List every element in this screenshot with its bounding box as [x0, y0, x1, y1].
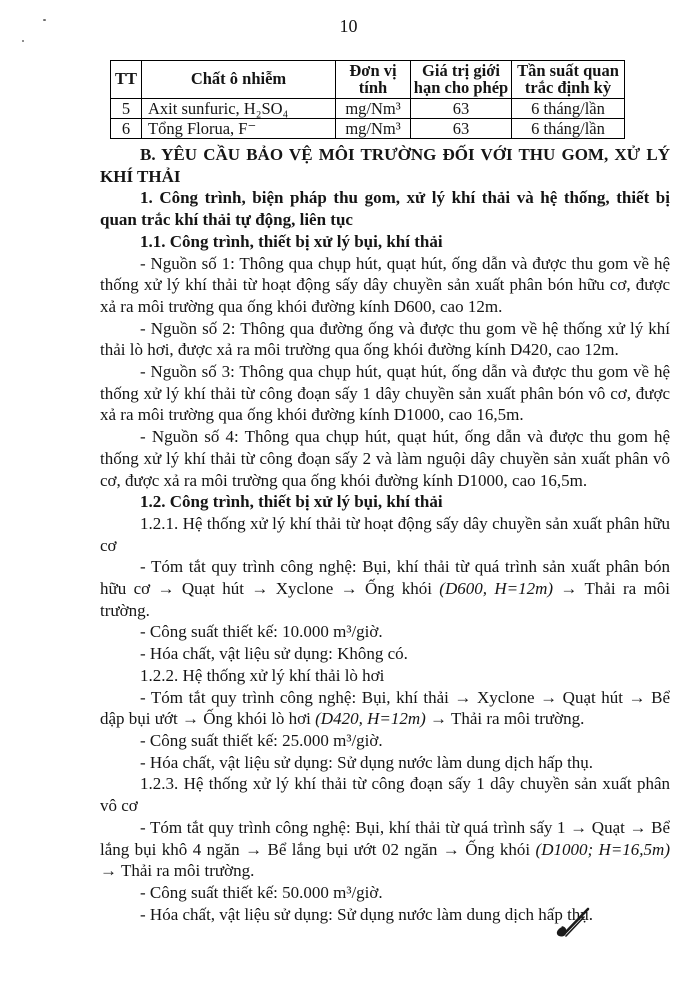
table-cell: Tổng Florua, F⁻	[142, 119, 336, 139]
text-segment: - Hóa chất, vật liệu sử dụng: Không có.	[140, 644, 408, 664]
italic-text-segment: (D600, H=12m)	[439, 579, 554, 599]
text-segment: B. YÊU CẦU BẢO VỆ MÔI TRƯỜNG ĐỐI VỚI THU GOM, XỬ LÝ KHÍ THẢI	[100, 145, 670, 186]
italic-text-segment: (D420, H=12m)	[315, 709, 426, 729]
para-1-2-1	[100, 513, 670, 556]
italic-text-segment: (D1000; H=16,5m)	[535, 839, 670, 859]
text-segment: - Nguồn số 4: Thông qua chụp hút, quạt hút, ống dẫn và được thu gom hệ thống xử lý khí thải từ công đoạn sấy 2 và làm nguội dây chuyền sản xuất phân vô cơ, được xả ra môi trường qua ống khói đường kính D1000, cao 16,5m.	[100, 427, 670, 490]
table-cell: 6 tháng/lần	[512, 99, 625, 119]
para-1-2-2-hoachat	[100, 752, 670, 774]
text-segment: - Nguồn số 1: Thông qua chụp hút, quạt hút, ống dẫn và được thu gom về hệ thống xử lý khí thải từ hoạt động sấy dây chuyền sản xuất phân bón hữu cơ, được xả ra môi trường qua ống khói đường kính D600, cao 12m.	[100, 253, 670, 316]
text-segment: - Hóa chất, vật liệu sử dụng: Sử dụng nước làm dung dịch hấp thụ.	[140, 904, 594, 924]
pollutant-table	[110, 60, 625, 139]
text-segment: - Nguồn số 2: Thông qua đường ống và được thu gom về hệ thống xử lý khí thải lò hơi, được xả ra môi trường qua ống khói đường kính D420, cao 12m.	[100, 318, 670, 360]
text-segment: → Thải ra môi trường.	[100, 861, 255, 881]
heading-1	[100, 187, 670, 230]
heading-b	[100, 144, 670, 187]
text-segment: 1.2.3. Hệ thống xử lý khí thải từ công đoạn sấy 1 dây chuyền sản xuất phân vô cơ	[100, 774, 670, 816]
table-row	[111, 99, 625, 119]
table-row	[111, 119, 625, 139]
para-1-2-1-quytrinh	[100, 556, 670, 621]
para-1-2-3	[100, 773, 670, 816]
text-segment: - Công suất thiết kế: 25.000 m³/giờ.	[140, 730, 383, 750]
table-cell: 5	[111, 99, 142, 119]
para-1-2-1-hoachat	[100, 643, 670, 665]
para-nguon-4	[100, 426, 670, 491]
text-segment: - Công suất thiết kế: 10.000 m³/giờ.	[140, 622, 383, 642]
table-header-cell: TT	[111, 61, 142, 99]
document-body	[0, 139, 697, 925]
text-segment: - Tóm tắt quy trình công nghệ: Bụi, khí thải từ quá trình sản xuất phân bón hữu cơ → Quạt hút → Xyclone → Ống khói	[100, 557, 670, 599]
para-1-2-2	[100, 665, 670, 687]
pollutant-table-wrapper	[110, 60, 697, 139]
para-nguon-1	[100, 253, 670, 318]
pollutant-table-head	[111, 61, 625, 99]
pollutant-table-body	[111, 99, 625, 139]
heading-1-2	[100, 491, 670, 513]
para-1-2-2-quytrinh	[100, 687, 670, 730]
table-cell: 63	[411, 99, 512, 119]
scan-artifact-speck	[43, 19, 46, 21]
text-segment: - Tóm tắt quy trình công nghệ: Bụi, khí thải từ quá trình sấy 1 → Quạt → Bể lắng bụi khô 4 ngăn → Bể lắng bụi ướt 02 ngăn → Ống khói	[100, 817, 670, 859]
text-segment: 1.2.1. Hệ thống xử lý khí thải từ hoạt động sấy dây chuyền sản xuất phân hữu cơ	[100, 513, 670, 555]
table-header-cell: Tần suất quan trắc định kỳ	[512, 61, 625, 99]
text-segment: 1.2. Công trình, thiết bị xử lý bụi, khí thải	[140, 492, 443, 512]
table-header-cell: Chất ô nhiễm	[142, 61, 336, 99]
text-segment: - Hóa chất, vật liệu sử dụng: Sử dụng nước làm dung dịch hấp thụ.	[140, 752, 594, 772]
handwritten-pen-mark	[554, 903, 598, 943]
table-cell: 63	[411, 119, 512, 139]
para-1-2-2-congsuat	[100, 730, 670, 752]
text-segment: - Công suất thiết kế: 50.000 m³/giờ.	[140, 882, 383, 902]
para-nguon-3	[100, 361, 670, 426]
text-segment: - Nguồn số 3: Thông qua chụp hút, quạt hút, ống dẫn và được thu gom về hệ thống xử lý khí thải từ công đoạn sấy 1 dây chuyền sản xuất phân bón vô cơ, được xả ra môi trường qua ống khói đường kính D1000, cao 16,5m.	[100, 362, 670, 425]
text-segment: → Thải ra môi trường.	[425, 709, 585, 729]
table-cell: 6	[111, 119, 142, 139]
table-cell: mg/Nm³	[336, 119, 411, 139]
scan-artifact-speck	[22, 40, 24, 42]
text-segment: 1.2.2. Hệ thống xử lý khí thải lò hơi	[140, 665, 385, 685]
table-header-cell: Giá trị giới hạn cho phép	[411, 61, 512, 99]
para-1-2-1-congsuat	[100, 621, 670, 643]
text-segment: 1. Công trình, biện pháp thu gom, xử lý khí thải và hệ thống, thiết bị quan trắc khí thải tự động, liên tục	[100, 188, 670, 230]
table-cell: mg/Nm³	[336, 99, 411, 119]
table-header-cell: Đơn vị tính	[336, 61, 411, 99]
page-number: 10	[339, 16, 358, 36]
para-nguon-2	[100, 318, 670, 361]
table-cell: 6 tháng/lần	[512, 119, 625, 139]
para-1-2-3-quytrinh	[100, 817, 670, 882]
table-header-row	[111, 61, 625, 99]
text-segment: → Thải ra môi trường.	[100, 579, 671, 620]
text-segment: 1.1. Công trình, thiết bị xử lý bụi, khí thải	[140, 231, 443, 251]
table-cell: Axit sunfuric, H₂SO₄	[142, 99, 336, 119]
text-segment: - Tóm tắt quy trình công nghệ: Bụi, khí thải → Xyclone → Quạt hút → Bể dập bụi ướt → Ống khói lò hơi	[100, 687, 670, 729]
heading-1-1	[100, 231, 670, 253]
para-1-2-3-congsuat	[100, 882, 670, 904]
